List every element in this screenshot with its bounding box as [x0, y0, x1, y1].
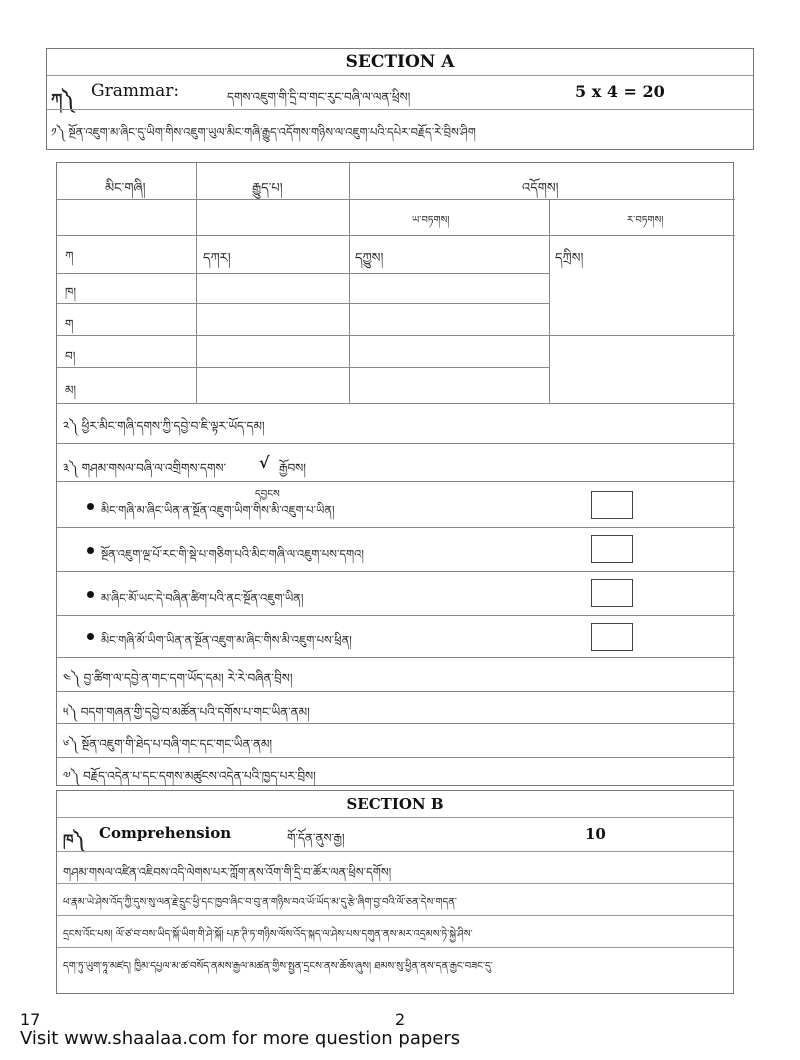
col-header-subjoined: འདོགས། — [522, 181, 559, 196]
comprehension-number: ཁ༽ — [63, 831, 85, 849]
passage-line: དག་ཏུ་ཡུག་ཧཱ་མཛད། ཁྱིམ་དཔྱལ་མ་ཚ་བསོད་ནམས་རྒྱལ་མཚན་གྱིས་སྤྱན་དྲངས་ནས་ཆོས་ཞུས། ཐམས་སུ་ཕྱིན་ནས་དན་རྒྱང་བཟང་དུ་ — [63, 961, 493, 972]
answer-checkbox[interactable] — [591, 491, 633, 519]
bullet-dot — [87, 547, 94, 554]
question-3-prefix: ༣༽ གཤམ་གསལ་བཞི་ལ་འགྲིགས་དགས་ — [63, 461, 227, 475]
col-header-ra-subjoined: ར་བཏགས། — [627, 215, 664, 226]
question-divider — [57, 527, 735, 528]
section-b-box — [56, 790, 734, 994]
question-divider — [57, 691, 735, 692]
question-divider — [57, 615, 735, 616]
section-b-divider — [57, 883, 733, 884]
table-col-line — [349, 163, 350, 403]
question-divider — [57, 723, 735, 724]
section-a-title: SECTION A — [345, 52, 455, 72]
table-row-line — [57, 403, 735, 404]
table-col-line — [549, 199, 550, 403]
comprehension-instruction: གཤམ་གསལ་འཛིན་འཇིབས་འདི་ལེགས་པར་ཀློག་ནས་འོག་གི་དྲི་བ་ཚོར་ལན་ཕྲིས་དགོས། — [63, 865, 392, 879]
question-7: ༧༽ བརྗོད་འདེན་པ་དང་དགས་མཚུངས་འདེན་པའི་ཁྱད་པར་བྲིས། — [63, 769, 316, 783]
q1-divider — [47, 109, 753, 110]
question-divider — [57, 571, 735, 572]
table-row-label: ཁ། — [65, 285, 77, 299]
section-a-box — [46, 48, 754, 150]
question-2: ༢༽ ཕྱིར་མིང་གཞི་དགས་ཀྱི་དབྱེ་བ་ཇི་ལྟར་ཡོད་དམ། — [63, 419, 265, 433]
bullet-dot — [87, 503, 94, 510]
question-divider — [57, 443, 735, 444]
question-3-suffix: རྒྱོབས། — [279, 461, 306, 475]
passage-line: དྲངས་འོང་པས། ལོ་ཙ་བ་བས་ཡིད་སྐོ་ཡིག་གི་ཤེ་སྐོ། པཎ་ཊི་ཏ་གཉིས་ལོས་འོད་སྐད་ལ་ཤེས་པས་དགུན་ནས་མར་འདྲམས་ཏེ་སྐྱེ་ཤིས་ — [63, 929, 473, 940]
q1-tibetan: དགས་འཇུག་གི་དྲི་བ་གང་རུང་བཞི་ལ་ལན་ཕྲིས། — [227, 90, 411, 104]
footer-visit-link[interactable]: Visit www.shaalaa.com for more question papers — [20, 1028, 461, 1049]
footer-code: 17 — [20, 1010, 41, 1029]
question-divider — [57, 481, 735, 482]
bullet-text: མིང་གཞི་མོ་ཡིག་ཡིན་ན་སྔོན་འཇུག་མ་ཞིང་གིས་མི་འཇུག་པས་ཕྲིན། — [101, 633, 352, 647]
table-header-line — [57, 199, 735, 200]
section-a-divider — [47, 75, 753, 76]
passage-line-divider — [57, 947, 733, 948]
comprehension-marks: 10 — [585, 825, 606, 843]
section-b-divider — [57, 851, 733, 852]
col-header-superscript: རྒྱུད་པ། — [252, 181, 283, 196]
table-row-label: ག — [65, 317, 74, 331]
bullet-dot — [87, 633, 94, 640]
question-divider — [57, 757, 735, 758]
q1-subquestion: ༡༽ སྔོན་འཇུག་མ་ཞིང་དུ་ཡིག་གིས་འཇུག་ཡུལ་མིང་གཞི་རྒྱུད་འདོགས་གཉིས་ལ་འཇུག་པའི་དཔེར་བརྗོད་རེ་བྲིས་ཤིག — [51, 125, 476, 139]
table-row-label: བ། — [65, 349, 76, 363]
table-row-line — [57, 367, 549, 368]
bullet-text: མིང་གཞི་མ་ཞིང་ཡིན་ན་སྔོན་འཇུག་ཡིག་གིས་མི་འཇུག་པ་ཡིན། — [101, 503, 335, 517]
table-cell: དཀྲིས། — [555, 251, 584, 266]
question-4: ༤༽ བྱ་ཚིག་ལ་དབྱེ་ན་གང་དག་ཡོད་དམ། རེ་རེ་བཞིན་བྲིས། — [63, 671, 293, 685]
comprehension-tibetan: གོ་དོན་ནུས་རྒྱ། — [287, 831, 345, 845]
bullet-text: སྔོན་འཇུག་ལྔ་པོ་རང་གི་སྡེ་པ་གཅིག་པའི་མིང་གཞི་ལ་འཇུག་པས་དགའ། — [101, 547, 364, 561]
table-row-line — [57, 303, 549, 304]
col-header-ya-subjoined: ཡ་བཏགས། — [412, 215, 450, 226]
comprehension-label: Comprehension — [99, 824, 232, 842]
question-5: ༥༽ བདག་གཞན་གྱི་དབྱེ་བ་མཚོན་པའི་དགོས་པ་གང་ཡིན་ནམ། — [63, 705, 310, 719]
answer-checkbox[interactable] — [591, 623, 633, 651]
table-row-line — [57, 335, 735, 336]
q1-marks: 5 x 4 = 20 — [575, 82, 665, 101]
table-col-line — [196, 163, 197, 403]
section-b-title: SECTION B — [346, 795, 444, 813]
bullet-annotation: དབྱངས — [255, 489, 280, 500]
table-row-label: ཀ — [65, 249, 74, 263]
question-3-check: √ — [259, 453, 270, 472]
table-cell: དཀར། — [203, 251, 231, 266]
col-header-root-letter: མིང་གཞི། — [105, 181, 146, 196]
table-cell: དཀྱུས། — [355, 251, 384, 266]
passage-line: ཕ་རྣམ་ཡེ་ཤེས་འོད་ཀྱི་དུས་སུ་ལན་རྗེ་དྲུང་ཕྱི་དང་ཁྱབ་ཞིང་བ་བུ་ན་གཉིས་བའ་ཡོ་ཡོད་མ་དུ་རྩེ་ཞིག་བྱ་བའི་ལོ་ཅན་དེས་གདན་ — [63, 897, 458, 908]
bullet-dot — [87, 591, 94, 598]
q1-label: Grammar: — [91, 81, 180, 101]
table-subheader-line — [57, 235, 735, 236]
table-row-line — [57, 273, 549, 274]
passage-line-divider — [57, 915, 733, 916]
table-row-label: མ། — [65, 383, 77, 397]
grammar-table-box — [56, 162, 734, 786]
bullet-text: མ་ཞིང་མོ་ཡང་དེ་བཞིན་ཚིག་པའི་ནང་སྔོན་འཇུག་ཡིན། — [101, 591, 304, 605]
footer-page-number: 2 — [395, 1010, 406, 1029]
answer-checkbox[interactable] — [591, 535, 633, 563]
question-6: ༦༽ སྔོན་འཇུག་གི་ཐེད་པ་བཞི་གང་དང་གང་ཡིན་ནམ། — [63, 737, 273, 751]
section-b-divider — [57, 817, 733, 818]
question-divider — [57, 657, 735, 658]
q1-number: ཀ༽ — [51, 90, 74, 109]
answer-checkbox[interactable] — [591, 579, 633, 607]
